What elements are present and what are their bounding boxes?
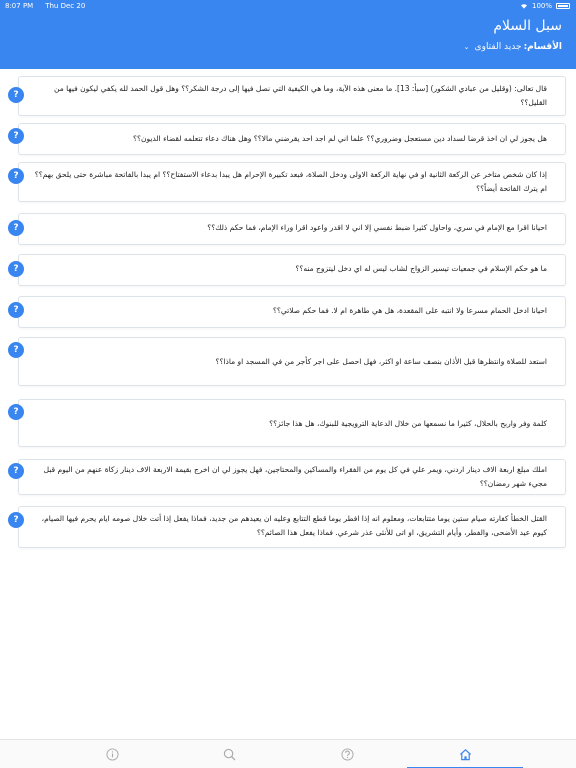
question-mark-icon: ? — [8, 302, 24, 318]
tab-help[interactable] — [289, 740, 405, 768]
info-icon — [106, 748, 119, 761]
status-time: 8:07 PM — [5, 2, 34, 10]
question-mark-icon: ? — [8, 128, 24, 144]
section-selector[interactable] — [464, 42, 562, 52]
tab-search[interactable] — [171, 740, 287, 768]
question-text: استعد للصلاة وانتظرها قبل الأذان بنصف ساعة او اكثر، فهل احصل على اجر كأجر من في المسجد او ماذا؟؟ — [215, 357, 547, 366]
wifi-icon — [520, 3, 528, 9]
help-icon — [341, 748, 354, 761]
app-title: سبل السلام — [493, 18, 562, 34]
section-label: الأقسام: — [523, 42, 562, 52]
status-bar — [0, 0, 576, 12]
battery-icon — [556, 3, 570, 9]
question-text: القتل الخطأ كفارته صيام ستين يوما متتابعات، ومعلوم انه إذا افطر يوما قطع التتابع وعليه ان يعيدهم من جديد، فماذا يفعل إذا أتت خلال صومه ايام يحرم فيها الصيام، كيوم عيد الأضحى، والفطر، وأيام التشريق، او اتى للأنثى عذر شرعي. فماذا يفعل هذا الصائم؟؟ — [41, 514, 547, 537]
question-card[interactable] — [13, 213, 566, 245]
question-mark-icon: ? — [8, 404, 24, 420]
question-card[interactable] — [13, 506, 566, 548]
question-card[interactable] — [13, 254, 566, 286]
question-mark-icon: ? — [8, 512, 24, 528]
question-mark-icon: ? — [8, 87, 24, 103]
tab-info[interactable] — [54, 740, 170, 768]
question-text: إذا كان شخص متاخر عن الركعة الثانية او في نهاية الركعة الاولى ودخل الصلاة، فبعد تكبيرة الإحرام هل يبدا بدعاء الاستفتاح؟؟ ام يبدا بالفاتحة مباشرة حتى يلحق بهم؟؟ ام يترك الفاتحة أيضاً؟؟ — [34, 170, 547, 193]
question-mark-icon: ? — [8, 463, 24, 479]
question-card[interactable] — [13, 296, 566, 328]
home-icon — [459, 748, 472, 761]
question-text: املك مبلغ اربعة الاف دينار اردني، ويمر علي في كل يوم من الفقراء والمساكين والمحتاجين، فهل يجوز لي ان اخرج بقيمة الاربعة الاف دينار زكاة عنهم من اليوم قبل مجيء شهر رمضان؟؟ — [43, 465, 547, 488]
question-text: هل يجوز لي ان اخذ قرضا لسداد دين مستعجل وضروري؟؟ علما اني لم اجد احد يقرضني مالا؟؟ وهل هناك دعاء تتعلمه لقضاء الديون؟؟ — [132, 134, 547, 143]
question-card[interactable] — [13, 162, 566, 202]
question-mark-icon: ? — [8, 220, 24, 236]
app-header — [0, 0, 576, 69]
search-icon — [223, 748, 236, 761]
question-text: كلمة وفر واربح بالحلال، كثيرا ما نسمعها من خلال الدعاية الترويجية للبنوك، هل هذا جائز؟؟ — [269, 419, 547, 428]
question-text: ما هو حكم الإسلام في جمعيات تيسير الزواج لشاب ليس له اي دخل ليتزوج منه؟؟ — [295, 264, 547, 273]
question-mark-icon: ? — [8, 342, 24, 358]
tab-home[interactable] — [407, 740, 523, 768]
question-mark-icon: ? — [8, 261, 24, 277]
question-card[interactable] — [13, 123, 566, 155]
battery-percent: 100% — [531, 2, 552, 10]
question-card[interactable] — [13, 76, 566, 116]
question-text: احيانا ادخل الحمام مسرعا ولا انتبه على المقعدة، هل هي طاهرة ام لا. فما حكم صلاتي؟؟ — [272, 306, 547, 315]
questions-list[interactable] — [0, 69, 576, 739]
question-card[interactable] — [13, 399, 566, 447]
section-value: جديد الفتاوى — [474, 42, 522, 52]
question-text: احيانا اقرا مع الإمام في سري، واحاول كثيرا ضبط نفسي إلا اني لا اقدر واعود اقرا وراء الإمام، فما حكم ذلك؟؟ — [207, 223, 547, 232]
chevron-down-icon: ⌄ — [463, 43, 470, 51]
status-date: Thu Dec 20 — [45, 2, 86, 10]
question-card[interactable] — [13, 337, 566, 386]
question-mark-icon: ? — [8, 168, 24, 184]
tab-bar — [0, 739, 576, 768]
question-text: قال تعالى: (وقليل من عبادي الشكور) [سبأ: 13]. ما معنى هذه الآية، وما هي الكيفية التي نصل فيها إلى درجة الشكر؟؟ وهل قول الحمد لله يكفي ليكون فيها من القليل؟؟ — [54, 84, 547, 107]
question-card[interactable] — [13, 459, 566, 495]
